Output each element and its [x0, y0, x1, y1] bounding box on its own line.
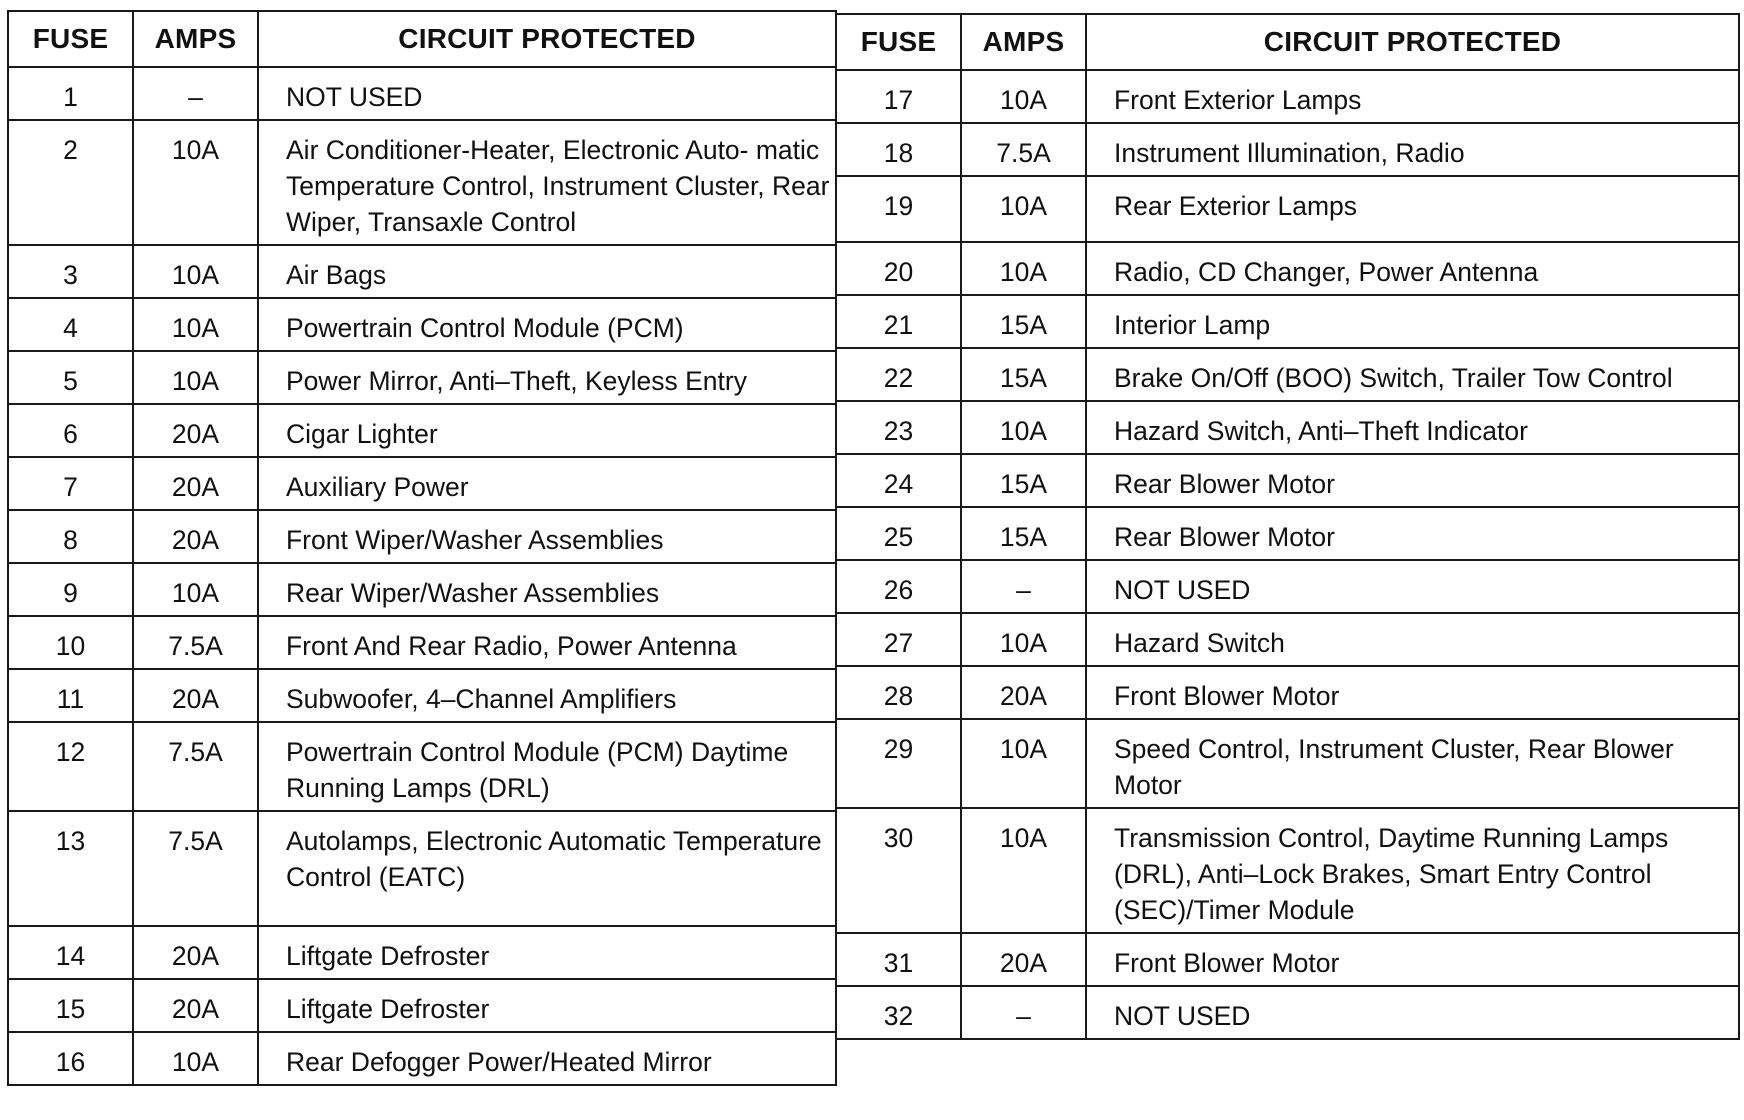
amps-value: 20A	[133, 669, 258, 722]
amps-value: 7.5A	[133, 722, 258, 811]
circuit-protected: NOT USED	[258, 67, 836, 120]
amps-value: –	[961, 560, 1086, 613]
table-row	[8, 404, 836, 457]
amps-value: 10A	[133, 245, 258, 298]
table-row	[836, 933, 1739, 986]
amps-value: 10A	[961, 613, 1086, 666]
circuit-protected: Air Bags	[258, 245, 836, 298]
amps-value: 20A	[961, 666, 1086, 719]
fuse-number: 8	[8, 510, 133, 563]
circuit-protected: Front Exterior Lamps	[1086, 70, 1739, 123]
circuit-protected: Radio, CD Changer, Power Antenna	[1086, 242, 1739, 295]
amps-value: 20A	[133, 510, 258, 563]
fuse-number: 32	[836, 986, 961, 1039]
amps-value: 15A	[961, 348, 1086, 401]
fuse-table-left-body	[8, 67, 836, 1085]
circuit-protected: Powertrain Control Module (PCM)	[258, 298, 836, 351]
amps-value: 20A	[133, 404, 258, 457]
amps-value: 10A	[133, 298, 258, 351]
amps-value: –	[961, 986, 1086, 1039]
table-row	[836, 242, 1739, 295]
table-row	[8, 351, 836, 404]
fuse-table-right-body	[836, 70, 1739, 1039]
table-row	[836, 295, 1739, 348]
circuit-protected: Hazard Switch	[1086, 613, 1739, 666]
fuse-number: 29	[836, 719, 961, 808]
circuit-protected: Transmission Control, Daytime Running Lamps (DRL), Anti–Lock Brakes, Smart Entry Control (SEC)/Timer Module	[1086, 808, 1739, 933]
fuse-number: 14	[8, 926, 133, 979]
circuit-protected: Rear Exterior Lamps	[1086, 176, 1739, 242]
fuse-number: 5	[8, 351, 133, 404]
fuse-number: 17	[836, 70, 961, 123]
circuit-protected: Rear Blower Motor	[1086, 507, 1739, 560]
table-row	[836, 560, 1739, 613]
table-row	[8, 979, 836, 1032]
amps-value: 10A	[961, 176, 1086, 242]
amps-value: 7.5A	[133, 616, 258, 669]
fuse-number: 13	[8, 811, 133, 926]
table-row	[836, 666, 1739, 719]
circuit-protected: Rear Defogger Power/Heated Mirror	[258, 1032, 836, 1085]
table-row	[8, 120, 836, 245]
amps-value: 15A	[961, 454, 1086, 507]
fuse-number: 31	[836, 933, 961, 986]
header-fuse: FUSE	[836, 14, 961, 70]
header-fuse: FUSE	[8, 11, 133, 67]
header-amps: AMPS	[133, 11, 258, 67]
amps-value: 7.5A	[133, 811, 258, 926]
fuse-number: 26	[836, 560, 961, 613]
circuit-protected: Hazard Switch, Anti–Theft Indicator	[1086, 401, 1739, 454]
table-row	[836, 454, 1739, 507]
amps-value: 10A	[133, 563, 258, 616]
circuit-protected: Liftgate Defroster	[258, 926, 836, 979]
table-row	[8, 926, 836, 979]
fuse-number: 15	[8, 979, 133, 1032]
circuit-protected: Auxiliary Power	[258, 457, 836, 510]
table-row	[836, 401, 1739, 454]
amps-value: 10A	[133, 1032, 258, 1085]
circuit-protected: Speed Control, Instrument Cluster, Rear Blower Motor	[1086, 719, 1739, 808]
amps-value: 7.5A	[961, 123, 1086, 176]
circuit-protected: Rear Wiper/Washer Assemblies	[258, 563, 836, 616]
table-row	[8, 811, 836, 926]
amps-value: 20A	[961, 933, 1086, 986]
amps-value: –	[133, 67, 258, 120]
table-row	[8, 722, 836, 811]
circuit-protected: Autolamps, Electronic Automatic Temperature Control (EATC)	[258, 811, 836, 926]
fuse-number: 20	[836, 242, 961, 295]
fuse-number: 24	[836, 454, 961, 507]
table-row	[836, 613, 1739, 666]
fuse-number: 1	[8, 67, 133, 120]
amps-value: 20A	[133, 979, 258, 1032]
header-row	[836, 14, 1739, 70]
amps-value: 15A	[961, 295, 1086, 348]
fuse-number: 4	[8, 298, 133, 351]
header-row	[8, 11, 836, 67]
header-circuit-protected: CIRCUIT PROTECTED	[1086, 14, 1739, 70]
table-row	[836, 986, 1739, 1039]
circuit-protected: Instrument Illumination, Radio	[1086, 123, 1739, 176]
amps-value: 10A	[961, 242, 1086, 295]
table-row	[8, 245, 836, 298]
circuit-protected: Air Conditioner-Heater, Electronic Auto- matic Temperature Control, Instrument Cluster, Rear Wiper, Transaxle Control	[258, 120, 836, 245]
circuit-protected: NOT USED	[1086, 560, 1739, 613]
fuse-number: 2	[8, 120, 133, 245]
table-row	[836, 123, 1739, 176]
circuit-protected: Liftgate Defroster	[258, 979, 836, 1032]
amps-value: 10A	[133, 351, 258, 404]
amps-value: 15A	[961, 507, 1086, 560]
table-row	[836, 176, 1739, 242]
amps-value: 10A	[961, 70, 1086, 123]
header-amps: AMPS	[961, 14, 1086, 70]
fuse-number: 25	[836, 507, 961, 560]
table-row	[836, 70, 1739, 123]
circuit-protected: Front Wiper/Washer Assemblies	[258, 510, 836, 563]
circuit-protected: NOT USED	[1086, 986, 1739, 1039]
table-row	[8, 1032, 836, 1085]
fuse-number: 18	[836, 123, 961, 176]
table-row	[8, 669, 836, 722]
circuit-protected: Rear Blower Motor	[1086, 454, 1739, 507]
fuse-number: 10	[8, 616, 133, 669]
header-circuit-protected: CIRCUIT PROTECTED	[258, 11, 836, 67]
circuit-protected: Front Blower Motor	[1086, 933, 1739, 986]
circuit-protected: Brake On/Off (BOO) Switch, Trailer Tow Control	[1086, 348, 1739, 401]
table-row	[836, 348, 1739, 401]
fuse-number: 19	[836, 176, 961, 242]
circuit-protected: Subwoofer, 4–Channel Amplifiers	[258, 669, 836, 722]
circuit-protected: Cigar Lighter	[258, 404, 836, 457]
table-row	[8, 298, 836, 351]
table-row	[836, 507, 1739, 560]
fuse-number: 9	[8, 563, 133, 616]
fuse-number: 22	[836, 348, 961, 401]
table-row	[8, 457, 836, 510]
table-row	[836, 719, 1739, 808]
amps-value: 20A	[133, 926, 258, 979]
fuse-number: 21	[836, 295, 961, 348]
amps-value: 10A	[961, 401, 1086, 454]
circuit-protected: Powertrain Control Module (PCM) Daytime Running Lamps (DRL)	[258, 722, 836, 811]
amps-value: 20A	[133, 457, 258, 510]
fuse-number: 23	[836, 401, 961, 454]
circuit-protected: Front Blower Motor	[1086, 666, 1739, 719]
table-row	[8, 67, 836, 120]
fuse-number: 16	[8, 1032, 133, 1085]
amps-value: 10A	[961, 719, 1086, 808]
table-row	[8, 563, 836, 616]
fuse-number: 12	[8, 722, 133, 811]
circuit-protected: Power Mirror, Anti–Theft, Keyless Entry	[258, 351, 836, 404]
circuit-protected: Front And Rear Radio, Power Antenna	[258, 616, 836, 669]
amps-value: 10A	[133, 120, 258, 245]
fuse-number: 3	[8, 245, 133, 298]
fuse-number: 6	[8, 404, 133, 457]
table-row	[8, 616, 836, 669]
amps-value: 10A	[961, 808, 1086, 933]
fuse-number: 27	[836, 613, 961, 666]
table-row	[836, 808, 1739, 933]
fuse-number: 7	[8, 457, 133, 510]
fuse-table-right	[835, 13, 1740, 1040]
fuse-number: 30	[836, 808, 961, 933]
table-row	[8, 510, 836, 563]
fuse-number: 28	[836, 666, 961, 719]
fuse-number: 11	[8, 669, 133, 722]
fuse-table-left	[7, 10, 837, 1086]
circuit-protected: Interior Lamp	[1086, 295, 1739, 348]
